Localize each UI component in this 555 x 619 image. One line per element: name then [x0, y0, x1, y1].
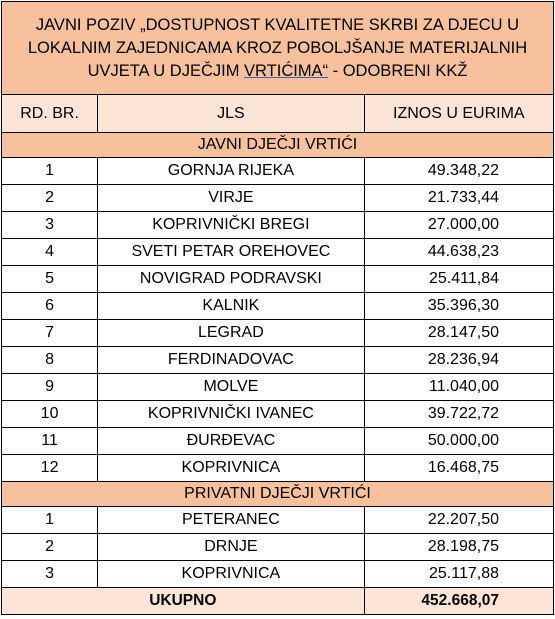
table-row: [2, 212, 554, 239]
row-jls: MOLVE: [98, 374, 364, 401]
row-jls: ĐURĐEVAC: [98, 428, 364, 455]
table-row: [2, 266, 554, 293]
title-row: [2, 2, 554, 95]
total-label: UKUPNO: [2, 588, 365, 615]
row-amount: 44.638,23: [364, 239, 553, 266]
table-title: [2, 2, 554, 95]
row-amount: 11.040,00: [364, 374, 553, 401]
row-num: 11: [2, 428, 98, 455]
row-amount: 21.733,44: [364, 185, 553, 212]
header-jls: JLS: [98, 95, 364, 133]
table-row: [2, 347, 554, 374]
header-amount: IZNOS U EURIMA: [364, 95, 553, 133]
table-row: [2, 185, 554, 212]
row-num: 1: [2, 507, 98, 534]
row-amount: 25.411,84: [364, 266, 553, 293]
row-num: 12: [2, 455, 98, 482]
row-jls: FERDINADOVAC: [98, 347, 364, 374]
row-amount: 28.198,75: [364, 534, 553, 561]
row-jls: KALNIK: [98, 293, 364, 320]
row-num: 7: [2, 320, 98, 347]
row-amount: 22.207,50: [364, 507, 553, 534]
row-num: 3: [2, 212, 98, 239]
table-row: [2, 320, 554, 347]
header-row: [2, 95, 554, 133]
row-num: 1: [2, 158, 98, 185]
row-jls: KOPRIVNICA: [98, 561, 364, 588]
section-row: [2, 482, 554, 507]
row-jls: KOPRIVNIČKI BREGI: [98, 212, 364, 239]
table-row: [2, 239, 554, 266]
row-num: 5: [2, 266, 98, 293]
row-amount: 35.396,30: [364, 293, 553, 320]
row-num: 2: [2, 534, 98, 561]
row-num: 10: [2, 401, 98, 428]
row-jls: LEGRAD: [98, 320, 364, 347]
title-text: JAVNI POZIV „DOSTUPNOST KVALITETNE SKRBI ZA DJECU U LOKALNIM ZAJEDNICAMA KROZ POBOLJŠANJE MATERIJALNIH UVJETA U DJEČJIM: [27, 15, 528, 80]
row-jls: KOPRIVNICA: [98, 455, 364, 482]
table-row: [2, 455, 554, 482]
row-num: 3: [2, 561, 98, 588]
table-row: [2, 401, 554, 428]
row-amount: 39.722,72: [364, 401, 553, 428]
row-amount: 27.000,00: [364, 212, 553, 239]
table-row: [2, 374, 554, 401]
row-jls: VIRJE: [98, 185, 364, 212]
row-amount: 16.468,75: [364, 455, 553, 482]
row-num: 4: [2, 239, 98, 266]
row-jls: KOPRIVNIČKI IVANEC: [98, 401, 364, 428]
total-amount: 452.668,07: [364, 588, 553, 615]
row-num: 8: [2, 347, 98, 374]
row-amount: 25.117,88: [364, 561, 553, 588]
row-jls: SVETI PETAR OREHOVEC: [98, 239, 364, 266]
header-num: RD. BR.: [2, 95, 98, 133]
row-amount: 49.348,22: [364, 158, 553, 185]
row-amount: 28.147,50: [364, 320, 553, 347]
row-amount: 50.000,00: [364, 428, 553, 455]
table-row: [2, 158, 554, 185]
row-amount: 28.236,94: [364, 347, 553, 374]
section-title: PRIVATNI DJEČJI VRTIĆI: [2, 482, 554, 507]
table-row: [2, 507, 554, 534]
table-row: [2, 428, 554, 455]
total-row: [2, 588, 554, 615]
row-num: 6: [2, 293, 98, 320]
table-row: [2, 534, 554, 561]
row-jls: NOVIGRAD PODRAVSKI: [98, 266, 364, 293]
title-text-end: - ODOBRENI KKŽ: [328, 61, 468, 80]
table-row: [2, 561, 554, 588]
section-row: [2, 133, 554, 158]
section-title: JAVNI DJEČJI VRTIĆI: [2, 133, 554, 158]
funding-table: [1, 1, 554, 615]
title-underlined-text: VRTIĆIMA“: [244, 61, 329, 80]
row-num: 9: [2, 374, 98, 401]
row-jls: DRNJE: [98, 534, 364, 561]
row-jls: GORNJA RIJEKA: [98, 158, 364, 185]
row-jls: PETERANEC: [98, 507, 364, 534]
row-num: 2: [2, 185, 98, 212]
table-row: [2, 293, 554, 320]
